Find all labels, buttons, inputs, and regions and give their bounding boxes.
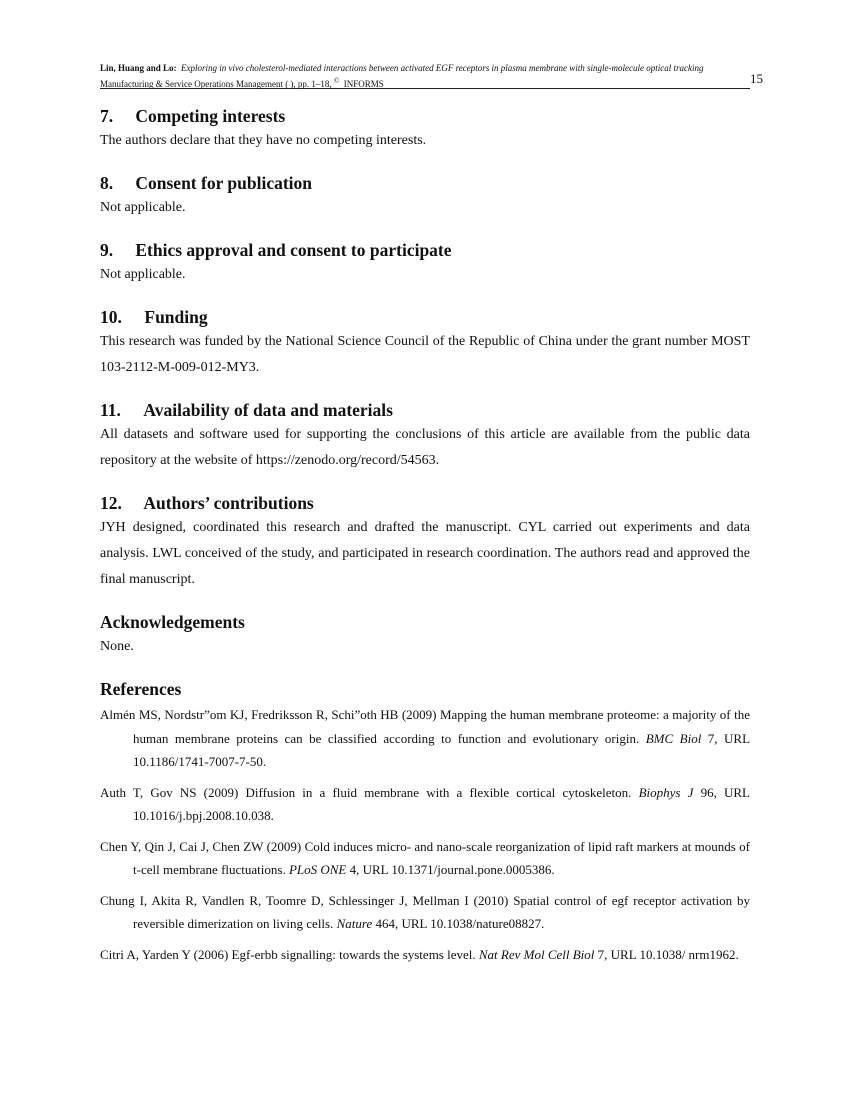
reference-journal: Nature [336, 916, 373, 931]
section-title: Authors’ contributions [143, 493, 314, 513]
running-header [100, 62, 750, 89]
section-availability [100, 398, 750, 474]
section-heading: Acknowledgements [100, 612, 245, 632]
section-text: JYH designed, coordinated this research and drafted the manuscript. CYL carried out experiments and data analysis. LWL conceived of the study, and participated in research coordination. The authors read and approved the final manuscript. [100, 520, 750, 587]
copyright-symbol: © [333, 77, 340, 85]
section-text: The authors declare that they have no competing interests. [100, 133, 427, 148]
section-number: 11. [100, 400, 121, 420]
section-funding [100, 305, 750, 381]
page-content [100, 104, 750, 973]
section-text: Not applicable. [100, 200, 186, 215]
section-title: Consent for publication [135, 173, 313, 193]
reference-journal: Biophys J [638, 784, 694, 800]
section-number: 9. [100, 240, 114, 260]
section-title: Funding [144, 307, 208, 327]
section-references [100, 677, 750, 966]
reference-item: Almén MS, Nordstr”om KJ, Fredriksson R, Schi”oth HB (2009) Mapping the human membrane proteome: a majority of the human membrane proteins can be classified according to function and evolutionary origin. BMC Biol 7, URL 10.1186/1741-7007-7-50. [100, 707, 751, 769]
section-title: Competing interests [135, 106, 286, 126]
section-consent-publication [100, 171, 750, 221]
reference-item: Chung I, Akita R, Vandlen R, Toomre D, Schlessinger J, Mellman I (2010) Spatial control of egf receptor activation by reversible dimerization on living cells. Nature 464, URL 10.1038/nature08827. [100, 892, 750, 931]
section-heading [100, 104, 750, 128]
section-title: Ethics approval and consent to participate [135, 240, 452, 260]
section-heading [100, 238, 750, 262]
reference-journal: BMC Biol [645, 730, 702, 746]
reference-journal: PLoS ONE [288, 862, 347, 877]
section-heading [100, 171, 750, 195]
header-journal-line [100, 75, 384, 90]
header-journal: Manufacturing & Service Operations Management ( ), pp. 1–18, [100, 79, 332, 89]
section-number: 12. [100, 493, 122, 513]
reference-item: Auth T, Gov NS (2009) Diffusion in a fluid membrane with a flexible cortical cytoskeleton. Biophys J 96, URL 10.1016/j.bpj.2008.10.038. [100, 784, 750, 823]
section-title: Availability of data and materials [143, 400, 393, 420]
header-publisher: INFORMS [343, 79, 384, 89]
section-number: 10. [100, 307, 122, 327]
reference-list [100, 703, 750, 966]
section-number: 7. [100, 106, 114, 126]
section-contributions [100, 491, 750, 593]
header-article-title: Exploring in vivo cholesterol-mediated interactions between activated EGF receptors in plasma membrane with single-molecule optical tracking [181, 63, 704, 73]
section-competing-interests [100, 104, 750, 154]
reference-journal: Nat Rev Mol Cell Biol [478, 946, 595, 962]
section-text: All datasets and software used for supporting the conclusions of this article are available from the public data repository at the website of https://zenodo.org/record/54563. [100, 427, 750, 468]
section-text: This research was funded by the National Science Council of the Republic of China under the grant number MOST 103-2112-M-009-012-MY3. [100, 334, 750, 375]
header-title-line [100, 62, 704, 74]
section-number: 8. [100, 173, 114, 193]
section-acknowledgements [100, 610, 750, 660]
section-heading [100, 305, 750, 329]
section-heading [100, 491, 750, 515]
reference-item: Citri A, Yarden Y (2006) Egf-erbb signalling: towards the systems level. Nat Rev Mol Cell Biol 7, URL 10.1038/ nrm1962. [100, 946, 739, 962]
header-authors: Lin, Huang and Lo: [100, 63, 177, 73]
reference-item: Chen Y, Qin J, Cai J, Chen ZW (2009) Cold induces micro- and nano-scale reorganization of lipid raft markers at mounds of t-cell membrane fluctuations. PLoS ONE 4, URL 10.1371/journal.pone.0005386. [100, 838, 750, 877]
section-ethics [100, 238, 750, 288]
section-text: None. [100, 639, 134, 654]
section-heading: References [100, 679, 182, 699]
section-heading [100, 398, 750, 422]
section-text: Not applicable. [100, 267, 186, 282]
page-number: 15 [750, 71, 763, 86]
